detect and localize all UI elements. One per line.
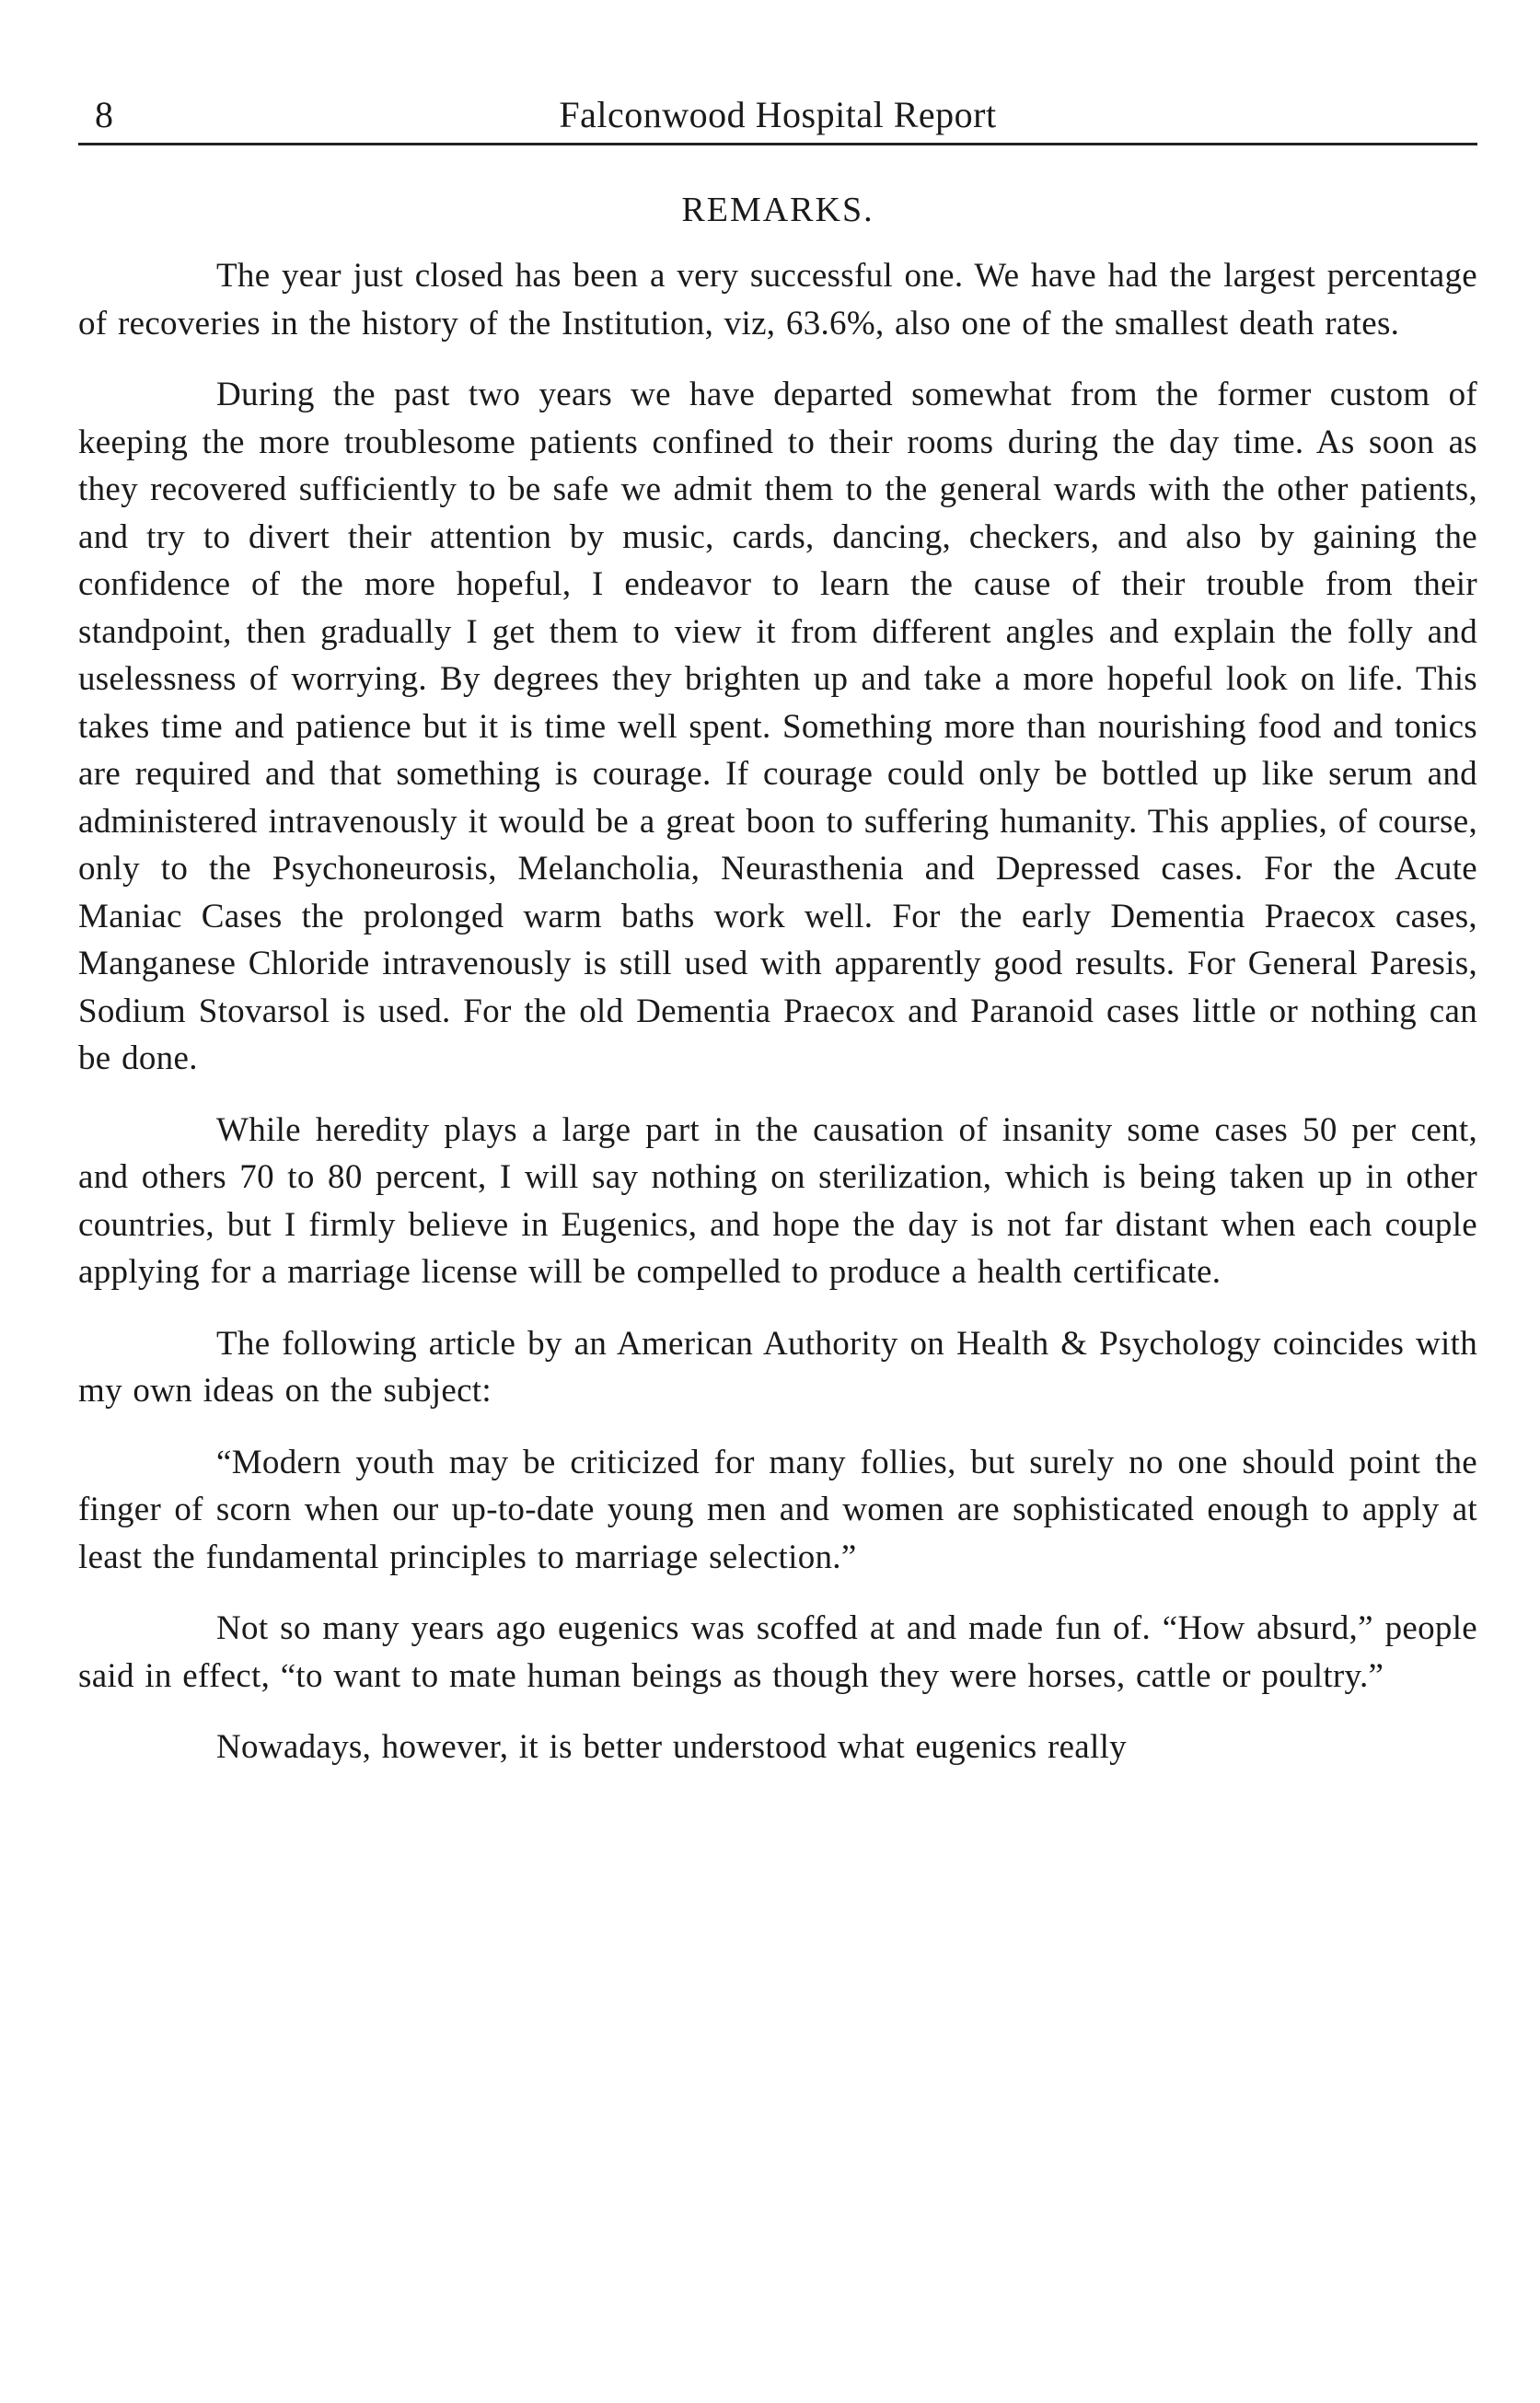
report-page (78, 87, 1477, 1795)
paragraph: “Modern youth may be criticized for many follies, but surely no one should point the finger of scorn when our up-to-date young men and women are sophisticated enough to apply at least the fundamental principles to marriage selection.” (78, 1443, 1477, 1576)
page-number: 8 (95, 94, 113, 135)
paragraph: Nowadays, however, it is better understood what eugenics really (216, 1728, 1127, 1766)
paragraph: The following article by an American Authority on Health & Psychology coincides with my own ideas on the subject: (78, 1324, 1477, 1410)
running-title: Falconwood Hospital Report (559, 94, 997, 135)
paragraph: The year just closed has been a very successful one. We have had the largest percentage of recoveries in the history of the Institution, viz, 63.6%, also one of the smallest death rates. (78, 257, 1477, 342)
paragraph: While heredity plays a large part in the causation of insanity some cases 50 per cent, and others 70 to 80 percent, I will say nothing on sterilization, which is being taken up in other countries, but I firmly believe in Eugenics, and hope the day is not far distant when each couple applying for a marriage license will be compelled to produce a health certificate. (78, 1110, 1477, 1291)
paragraph: Not so many years ago eugenics was scoffed at and made fun of. “How absurd,” people said in effect, “to want to mate human beings as though they were horses, cattle or poultry.” (78, 1609, 1477, 1695)
body-text (78, 252, 1477, 1771)
section-heading: REMARKS. (681, 191, 874, 229)
page-header (78, 87, 1477, 145)
paragraph: During the past two years we have departed somewhat from the former custom of keeping the more troublesome patients confined to their rooms during the day time. As soon as they recovered sufficiently to be safe we admit them to the general wards with the other patients, and try to divert their attention by music, cards, dancing, checkers, and also by gaining the confidence of the more hopeful, I endeavor to learn the cause of their trouble from their standpoint, then gradually I get them to view it from different angles and explain the folly and uselessness of worrying. By degrees they brighten up and take a more hopeful look on life. This takes time and patience but it is time well spent. Something more than nourishing food and tonics are required and that something is courage. If courage could only be bottled up like serum and administered intravenously it would be a great boon to suffering humanity. This applies, of course, only to the Psychoneurosis, Melancholia, Neurasthenia and Depressed cases. For the Acute Maniac Cases the prolonged warm baths work well. For the early Dementia Praecox cases, Manganese Chloride intravenously is still used with apparently good results. For General Paresis, Sodium Stovarsol is used. For the old Dementia Praecox and Paranoid cases little or nothing can be done. (78, 376, 1477, 1077)
